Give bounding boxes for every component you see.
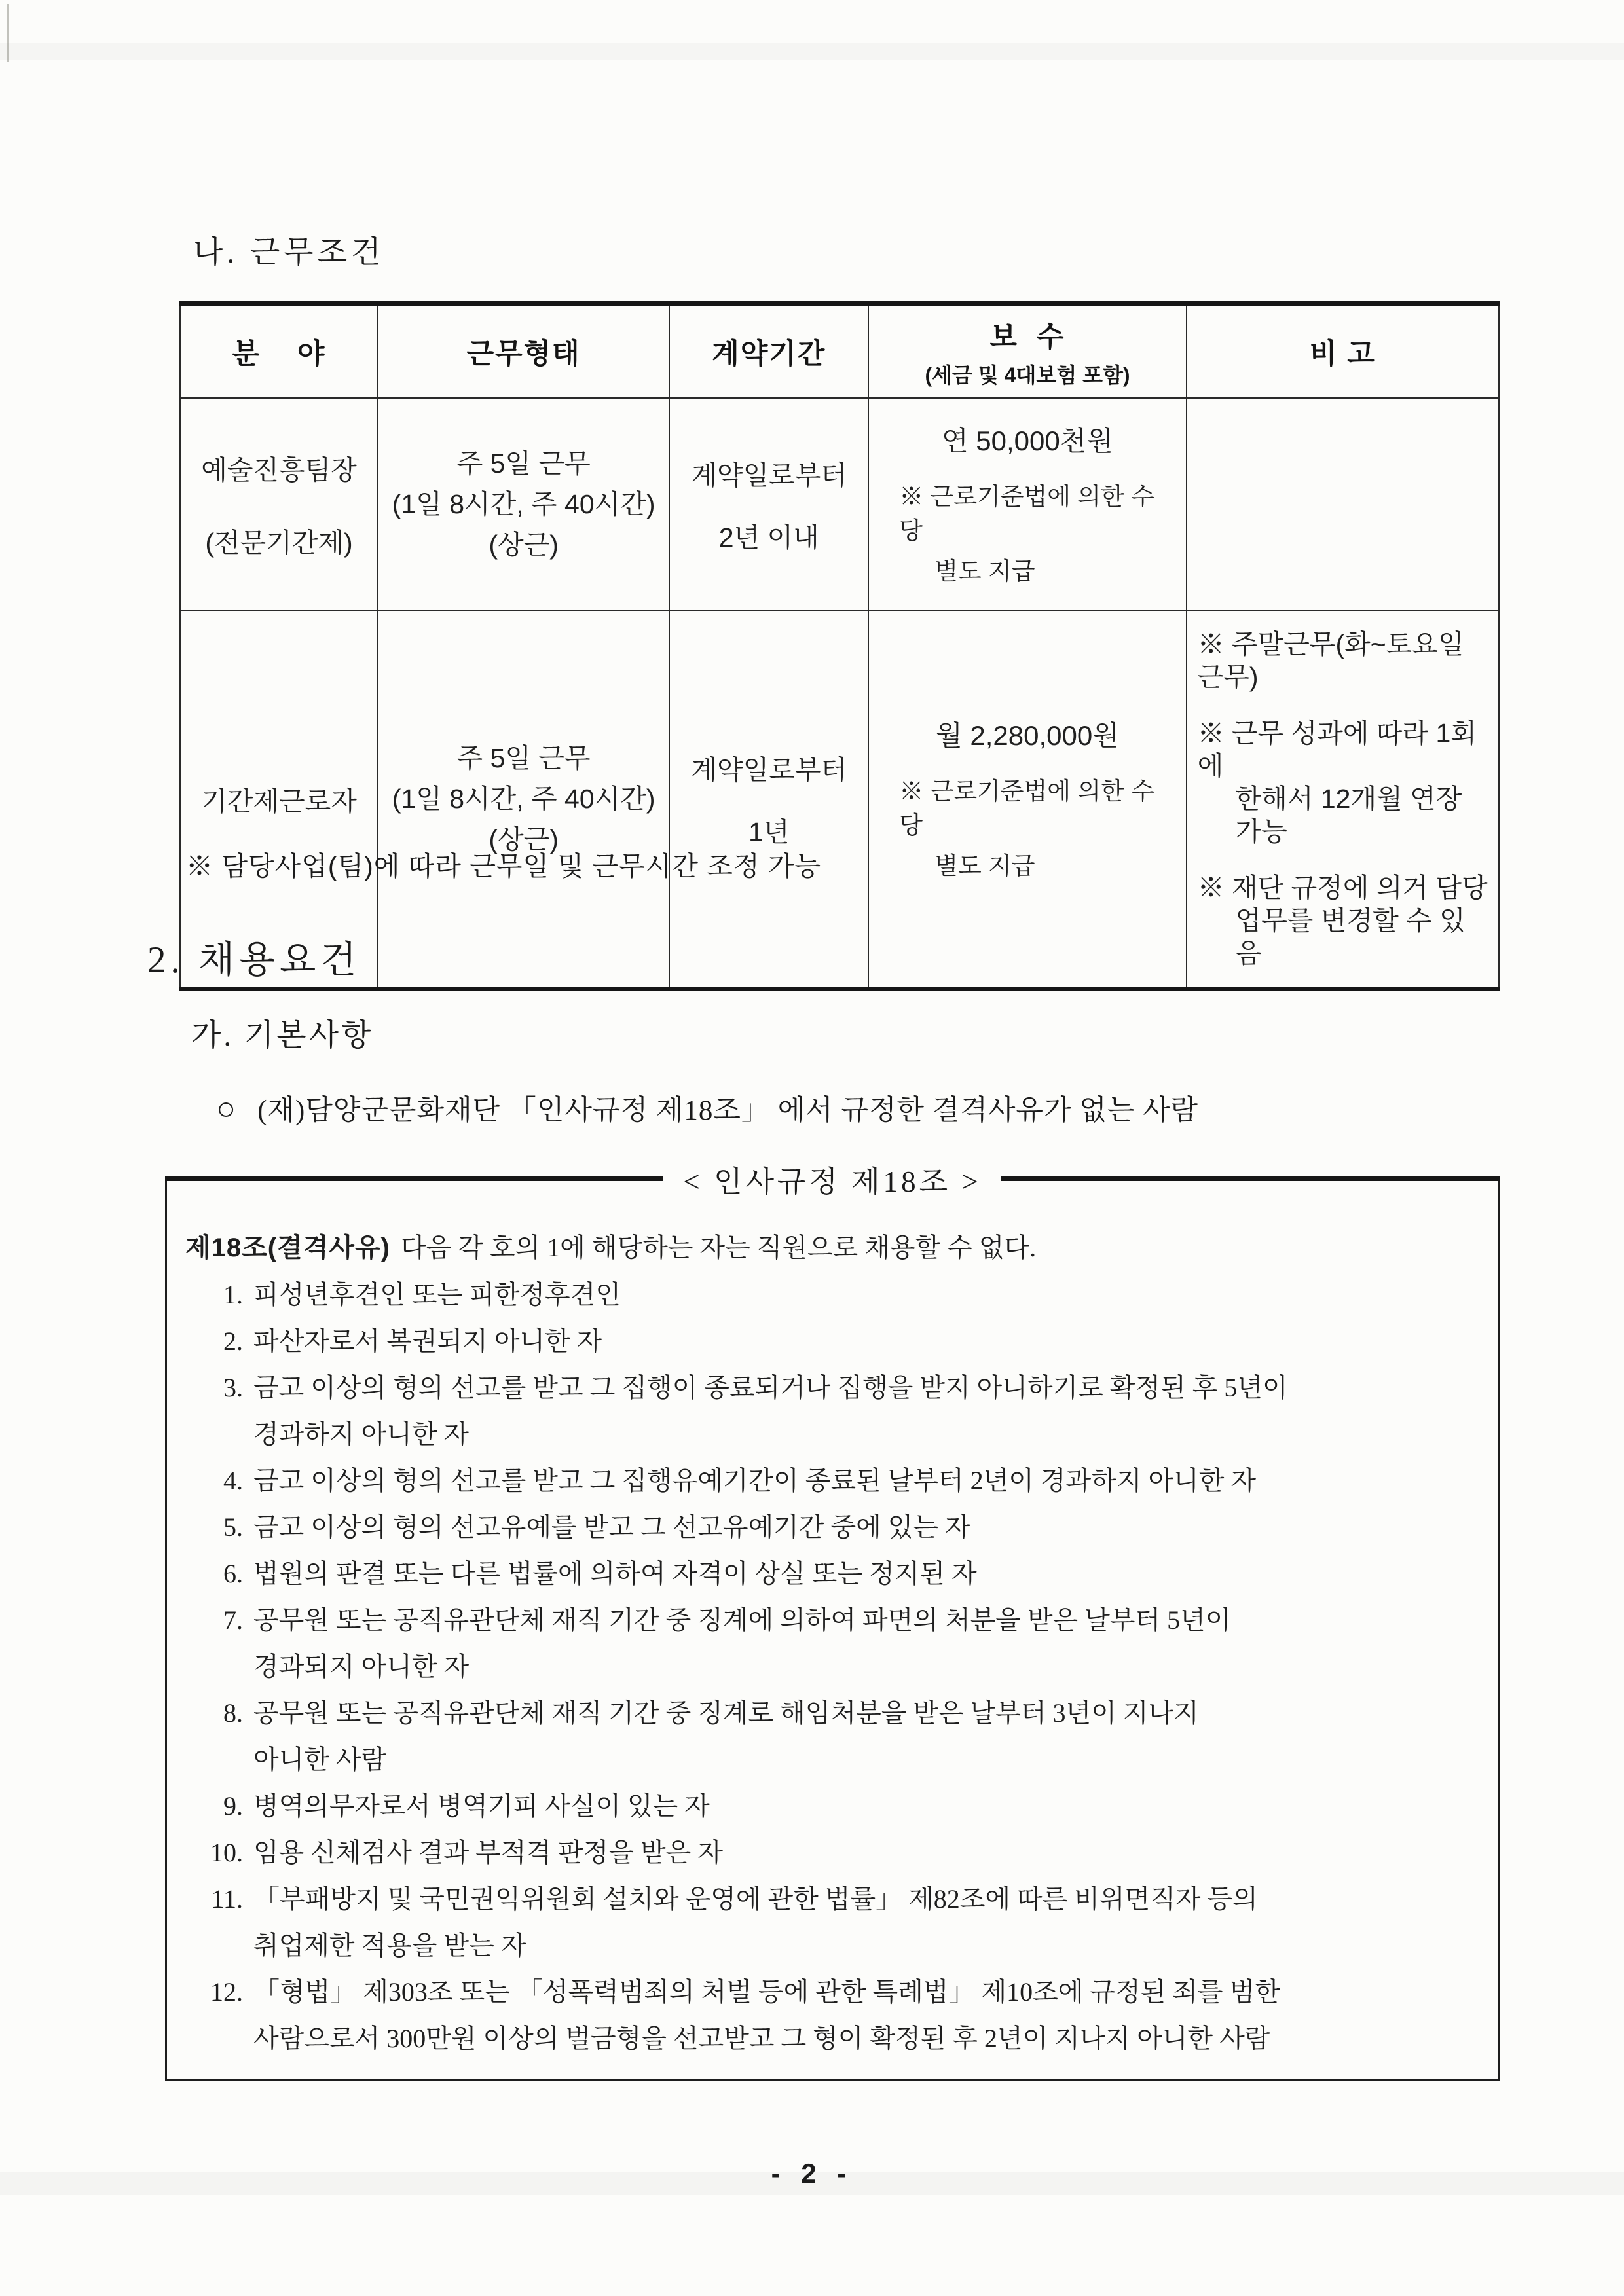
rule-box-title: < 인사규정 제18조 >	[683, 1165, 982, 1198]
remark-item	[1198, 871, 1488, 970]
rule-item-text	[253, 1318, 1474, 1364]
text-line: (1일 8시간, 주 40시간)	[392, 489, 655, 519]
text-line: 공무원 또는 공직유관단체 재직 기간 중 징계에 의하여 파면의 처분을 받은 날부터 5년이	[253, 1605, 1231, 1635]
text-line: 아니한 사람	[253, 1745, 387, 1774]
pay-cell	[868, 610, 1186, 989]
rule-item-number: 2.	[223, 1326, 243, 1356]
rule-item-number: 4.	[223, 1466, 243, 1495]
pay-cell	[868, 398, 1186, 610]
text-line: 경과되지 아니한 자	[253, 1652, 470, 1681]
text-line: 주 5일 근무	[456, 448, 591, 479]
remarks-cell	[1187, 398, 1499, 610]
section-2-heading: 2. 채용요건	[147, 939, 361, 981]
rule-item-text	[253, 1597, 1474, 1690]
rule-item-text	[253, 1271, 1474, 1318]
text-line: (상근)	[489, 824, 559, 854]
rule-item-text	[253, 1969, 1474, 2062]
table-footnote: ※ 담당사업(팀)에 따라 근무일 및 근무시간 조정 가능	[186, 851, 822, 881]
rule-item	[185, 1690, 1474, 1783]
text-line: 취업제한 적용을 받는 자	[253, 1931, 526, 1960]
rule-item	[185, 1597, 1474, 1690]
text-line: 별도 지급	[934, 852, 1035, 879]
rule-item-number: 5.	[223, 1512, 243, 1542]
text-line: ※ 재단 규정에 의거 담당	[1197, 873, 1488, 903]
rule-item-text	[253, 1690, 1474, 1783]
rule-item	[185, 1504, 1474, 1550]
rule-item-number: 8.	[223, 1698, 243, 1728]
rule-item-number: 11.	[211, 1884, 243, 1914]
horizontal-rule-right	[1001, 1176, 1500, 1181]
basic-requirement-bullet	[216, 1088, 1198, 1128]
rule-item-text	[253, 1550, 1474, 1597]
rule-box-header	[165, 1158, 1500, 1199]
text-line: 경과하지 아니한 자	[253, 1419, 470, 1449]
text-line: (전문기간제)	[205, 528, 353, 558]
rule-item-number: 7.	[223, 1605, 243, 1635]
text-line: 주 5일 근무	[456, 743, 591, 773]
contract-cell	[669, 610, 868, 989]
personnel-rule-box	[165, 1165, 1500, 2081]
pay-header-main: 보 수	[989, 321, 1065, 353]
rule-item-text	[253, 1504, 1474, 1550]
rule-item-number: 1.	[223, 1280, 243, 1309]
pay-amount: 연 50,000천원	[942, 426, 1113, 456]
text-line: 공무원 또는 공직유관단체 재직 기간 중 징계로 해임처분을 받은 날부터 3년이 지나지	[253, 1698, 1199, 1728]
pay-amount: 월 2,280,000원	[936, 720, 1119, 751]
rule-item-number: 9.	[223, 1791, 243, 1821]
rule-item	[185, 1550, 1474, 1597]
pay-header-sub: (세금 및 4대보험 포함)	[925, 363, 1130, 387]
rule-item-text	[253, 1783, 1474, 1829]
pay-note	[883, 774, 1171, 883]
rule-item-number: 3.	[223, 1373, 243, 1402]
article-18-intro-rest: 다음 각 호의 1에 해당하는 자는 직원으로 채용할 수 없다.	[400, 1233, 1037, 1262]
contract-cell	[669, 398, 868, 610]
text-line: 계약일로부터	[691, 755, 847, 785]
section-2a-heading: 가. 기본사항	[191, 1019, 374, 1053]
text-line: 금고 이상의 형의 선고유예를 받고 그 선고유예기간 중에 있는 자	[253, 1512, 970, 1542]
circle-bullet-icon: ○	[216, 1089, 237, 1127]
rule-item	[185, 1876, 1474, 1969]
rule-box-content	[167, 1178, 1498, 2062]
text-line: 임용 신체검사 결과 부적격 판정을 받은 자	[253, 1838, 723, 1867]
col-header-work-type: 근무형태	[378, 303, 669, 398]
text-line: 「형법」 제303조 또는 「성폭력범죄의 처벌 등에 관한 특례법」 제10조에 규정된 죄를 범한	[253, 1977, 1280, 2007]
remark-item	[1198, 717, 1488, 848]
text-line: (상근)	[489, 530, 559, 560]
col-header-pay	[868, 303, 1186, 398]
text-line: 피성년후견인 또는 피한정후견인	[253, 1280, 621, 1309]
text-line: (1일 8시간, 주 40시간)	[392, 784, 655, 814]
text-line: 파산자로서 복권되지 아니한 자	[253, 1326, 602, 1356]
rule-item	[185, 1271, 1474, 1318]
rule-item-number: 6.	[223, 1559, 243, 1588]
rule-item-number: 10.	[210, 1838, 243, 1867]
section-b-heading: 나. 근무조건	[193, 236, 385, 270]
page-number: - 2 -	[771, 2158, 853, 2189]
text-line: 계약일로부터	[691, 460, 847, 490]
rule-item-text	[253, 1876, 1474, 1969]
col-header-contract: 계약기간	[669, 303, 868, 398]
text-line: ※ 근로기준법에 의한 수당	[899, 483, 1154, 544]
table-row-fixed-term-worker	[180, 610, 1499, 989]
text-line: 예술진흥팀장	[201, 455, 357, 485]
text-line: ※ 근무 성과에 따라 1회에	[1197, 718, 1477, 781]
rule-item-text	[253, 1364, 1474, 1457]
rule-item	[185, 1969, 1474, 2062]
rule-item-text	[253, 1829, 1474, 1876]
text-line: 기간제근로자	[201, 786, 357, 816]
text-line: 사람으로서 300만원 이상의 벌금형을 선고받고 그 형이 확정된 후 2년이 지나지 아니한 사람	[253, 2024, 1270, 2053]
rule-item	[185, 1783, 1474, 1829]
scan-noise-band-top	[0, 43, 1624, 60]
table-header-row	[180, 303, 1499, 398]
article-18-intro	[185, 1224, 1474, 1271]
text-line: 별도 지급	[934, 558, 1035, 585]
rule-item	[185, 1318, 1474, 1364]
work-type-cell	[378, 398, 669, 610]
text-line: 「부패방지 및 국민권익위원회 설치와 운영에 관한 법률」 제82조에 따른 비위면직자 등의	[253, 1884, 1258, 1914]
pay-note	[883, 480, 1171, 589]
text-line: 금고 이상의 형의 선고를 받고 그 집행유예기간이 종료된 날부터 2년이 경과하지 아니한 자	[253, 1466, 1257, 1495]
remarks-cell	[1187, 610, 1499, 989]
text-line: 법원의 판결 또는 다른 법률에 의하여 자격이 상실 또는 정지된 자	[253, 1559, 977, 1588]
text-line: 병역의무자로서 병역기피 사실이 있는 자	[253, 1791, 710, 1821]
col-header-field: 분 야	[180, 303, 378, 398]
work-conditions-table	[179, 301, 1500, 991]
text-line: 업무를 변경할 수 있음	[1235, 905, 1466, 968]
table-row-art-team-leader	[180, 398, 1499, 610]
disqualification-list	[185, 1271, 1474, 2062]
article-18-intro-lead: 제18조(결격사유)	[185, 1233, 390, 1262]
text-line: ※ 주말근무(화~토요일 근무)	[1197, 629, 1464, 692]
remark-item	[1198, 628, 1488, 693]
rule-item-text	[253, 1457, 1474, 1504]
text-line: 2년 이내	[718, 522, 819, 553]
field-cell	[180, 398, 378, 610]
text-line: 금고 이상의 형의 선고를 받고 그 집행이 종료되거나 집행을 받지 아니하기로 확정된 후 5년이	[253, 1373, 1288, 1402]
horizontal-rule-left	[165, 1176, 663, 1181]
work-type-cell	[378, 610, 669, 989]
text-line: 한해서 12개월 연장 가능	[1235, 784, 1462, 847]
text-line: ※ 근로기준법에 의한 수당	[899, 778, 1154, 839]
text-line: 1년	[748, 817, 790, 847]
col-header-remarks: 비 고	[1187, 303, 1499, 398]
rule-item	[185, 1364, 1474, 1457]
rule-item	[185, 1829, 1474, 1876]
rule-item	[185, 1457, 1474, 1504]
rule-item-number: 12.	[210, 1977, 243, 2007]
basic-requirement-text: (재)담양군문화재단 「인사규정 제18조」 에서 규정한 결격사유가 없는 사람	[257, 1095, 1199, 1126]
